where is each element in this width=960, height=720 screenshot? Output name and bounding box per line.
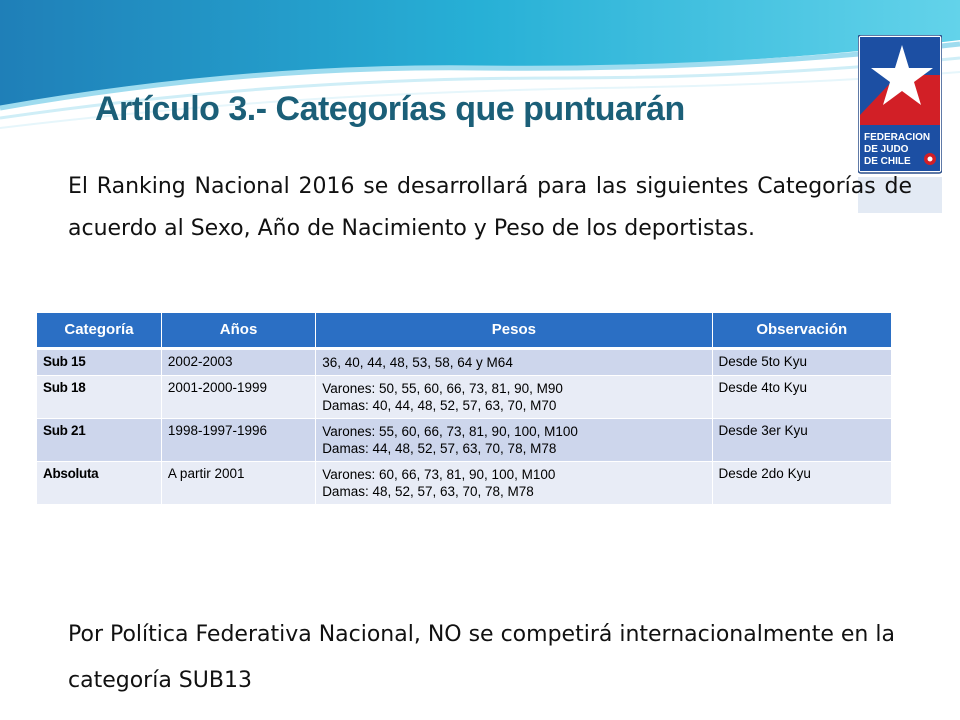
cell-observation: Desde 4to Kyu bbox=[712, 376, 891, 419]
header-years: Años bbox=[161, 313, 315, 349]
cell-category: Absoluta bbox=[37, 462, 161, 505]
cell-weights bbox=[316, 462, 712, 505]
svg-text:DE JUDO: DE JUDO bbox=[864, 144, 909, 155]
cell-category: Sub 21 bbox=[37, 419, 161, 462]
weights-line: 36, 40, 44, 48, 53, 58, 64 y M64 bbox=[322, 355, 513, 370]
svg-text:DE CHILE: DE CHILE bbox=[864, 156, 911, 167]
table-row bbox=[37, 349, 892, 376]
categories-table bbox=[37, 313, 892, 505]
cell-category: Sub 15 bbox=[37, 349, 161, 376]
weights-line-men: Varones: 55, 60, 66, 73, 81, 90, 100, M100 bbox=[322, 424, 578, 439]
svg-text:FEDERACION: FEDERACION bbox=[864, 132, 931, 143]
weights-line-men: Varones: 50, 55, 60, 66, 73, 81, 90, M90 bbox=[322, 381, 563, 396]
table-header-row bbox=[37, 313, 892, 349]
cell-observation: Desde 3er Kyu bbox=[712, 419, 891, 462]
header-category: Categoría bbox=[37, 313, 161, 349]
cell-years: A partir 2001 bbox=[161, 462, 315, 505]
cell-years: 1998-1997-1996 bbox=[161, 419, 315, 462]
cell-observation: Desde 5to Kyu bbox=[712, 349, 891, 376]
table-row bbox=[37, 376, 892, 419]
page-title: Artículo 3.- Categorías que puntuarán bbox=[95, 90, 685, 128]
weights-line-men: Varones: 60, 66, 73, 81, 90, 100, M100 bbox=[322, 467, 556, 482]
header-observation: Observación bbox=[712, 313, 891, 349]
cell-weights bbox=[316, 349, 712, 376]
footer-paragraph: Por Política Federativa Nacional, NO se competirá internacionalmente en la categoría SUB13 bbox=[68, 622, 895, 693]
weights-line-women: Damas: 48, 52, 57, 63, 70, 78, M78 bbox=[322, 484, 534, 499]
table-row bbox=[37, 462, 892, 505]
weights-line-women: Damas: 40, 44, 48, 52, 57, 63, 70, M70 bbox=[322, 398, 557, 413]
table-row bbox=[37, 419, 892, 462]
cell-years: 2002-2003 bbox=[161, 349, 315, 376]
header-weights: Pesos bbox=[316, 313, 712, 349]
cell-weights bbox=[316, 419, 712, 462]
intro-paragraph: El Ranking Nacional 2016 se desarrollará para las siguientes Categorías de acuerdo al Sexo, Año de Nacimiento y Peso de los deportistas. bbox=[68, 174, 912, 241]
cell-weights bbox=[316, 376, 712, 419]
cell-years: 2001-2000-1999 bbox=[161, 376, 315, 419]
cell-category: Sub 18 bbox=[37, 376, 161, 419]
cell-observation: Desde 2do Kyu bbox=[712, 462, 891, 505]
weights-line-women: Damas: 44, 48, 52, 57, 63, 70, 78, M78 bbox=[322, 441, 557, 456]
